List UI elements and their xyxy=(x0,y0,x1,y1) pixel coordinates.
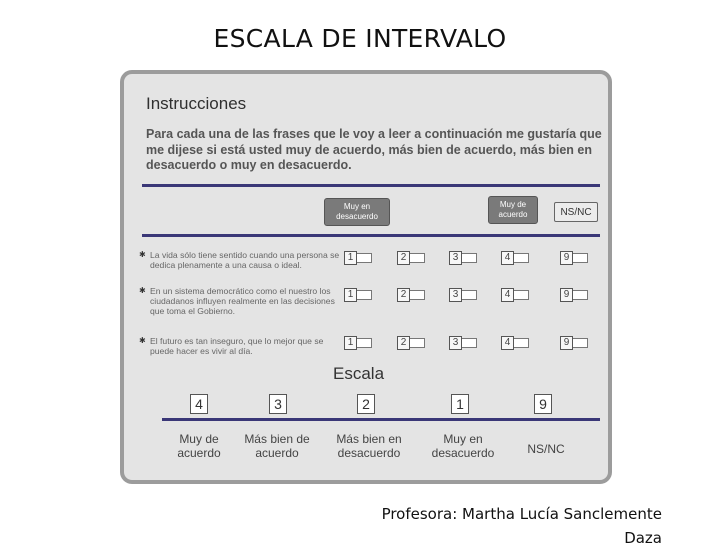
checkbox[interactable] xyxy=(410,338,425,348)
option-number: 2 xyxy=(397,288,410,302)
slide-title: ESCALA DE INTERVALO xyxy=(213,24,507,53)
option-4[interactable] xyxy=(501,288,531,302)
checkbox[interactable] xyxy=(514,338,529,348)
scale-label-muy-en-desacuerdo: Muy en desacuerdo xyxy=(431,432,495,460)
statement-1 xyxy=(139,250,340,270)
divider xyxy=(142,234,600,237)
option-4[interactable] xyxy=(501,251,531,265)
statement-text: La vida sólo tiene sentido cuando una persona se dedica plenamente a una causa o ideal. xyxy=(150,250,340,270)
checkbox[interactable] xyxy=(462,338,477,348)
option-9[interactable] xyxy=(560,288,590,302)
checkbox[interactable] xyxy=(410,253,425,263)
checkbox[interactable] xyxy=(514,290,529,300)
option-9[interactable] xyxy=(560,251,590,265)
option-3[interactable] xyxy=(449,336,479,350)
option-2[interactable] xyxy=(397,288,427,302)
option-number: 1 xyxy=(344,251,357,265)
option-4[interactable] xyxy=(501,336,531,350)
option-number: 1 xyxy=(344,288,357,302)
option-number: 1 xyxy=(344,336,357,350)
checkbox[interactable] xyxy=(573,338,588,348)
scale-value-3: 3 xyxy=(269,394,287,414)
checkbox[interactable] xyxy=(514,253,529,263)
option-number: 9 xyxy=(560,251,573,265)
bullet-icon: ✱ xyxy=(139,250,146,259)
instructions-heading: Instrucciones xyxy=(146,94,247,113)
statement-3 xyxy=(139,336,340,356)
scale-label-mas-bien-de-acuerdo: Más bien de acuerdo xyxy=(244,432,310,460)
option-number: 9 xyxy=(560,288,573,302)
scale-value-2: 2 xyxy=(357,394,375,414)
bullet-icon: ✱ xyxy=(139,286,146,295)
scale-divider xyxy=(162,418,600,421)
footer-credit: Profesora: Martha Lucía Sanclemente Daza xyxy=(381,505,662,547)
option-number: 4 xyxy=(501,251,514,265)
instructions-text: Para cada una de las frases que le voy a leer a continuación me gustaría que me dijese si está usted muy de acuerdo, más bien de acuerdo, más bien en desacuerdo o muy en desacuerdo. xyxy=(146,127,602,172)
scale-value-9: 9 xyxy=(534,394,552,414)
scale-title: Escala xyxy=(333,364,385,383)
option-number: 2 xyxy=(397,251,410,265)
checkbox[interactable] xyxy=(357,290,372,300)
bullet-icon: ✱ xyxy=(139,336,146,345)
questionnaire-card xyxy=(120,70,612,484)
scale-value-4: 4 xyxy=(190,394,208,414)
statement-text: El futuro es tan inseguro, que lo mejor que se puede hacer es vivir al día. xyxy=(150,336,324,356)
scale-label-nsnc: NS/NC xyxy=(527,442,565,456)
option-3[interactable] xyxy=(449,288,479,302)
option-number: 3 xyxy=(449,288,462,302)
checkbox[interactable] xyxy=(357,338,372,348)
option-9[interactable] xyxy=(560,336,590,350)
scale-label-muy-de-acuerdo: Muy de acuerdo xyxy=(177,432,221,460)
checkbox[interactable] xyxy=(410,290,425,300)
option-1[interactable] xyxy=(344,288,374,302)
divider xyxy=(142,184,600,187)
checkbox[interactable] xyxy=(573,253,588,263)
statement-text: En un sistema democrático como el nuestro los ciudadanos influyen realmente en las decisiones que toma el Gobierno. xyxy=(150,286,335,316)
option-2[interactable] xyxy=(397,251,427,265)
option-number: 3 xyxy=(449,336,462,350)
scale-value-1: 1 xyxy=(451,394,469,414)
checkbox[interactable] xyxy=(573,290,588,300)
option-number: 9 xyxy=(560,336,573,350)
header-nsnc: NS/NC xyxy=(554,202,598,222)
option-number: 2 xyxy=(397,336,410,350)
statement-2 xyxy=(139,286,340,316)
header-muy-de-acuerdo: Muy de acuerdo xyxy=(488,196,538,224)
option-number: 4 xyxy=(501,288,514,302)
option-1[interactable] xyxy=(344,251,374,265)
option-number: 3 xyxy=(449,251,462,265)
checkbox[interactable] xyxy=(462,290,477,300)
option-1[interactable] xyxy=(344,336,374,350)
option-number: 4 xyxy=(501,336,514,350)
option-2[interactable] xyxy=(397,336,427,350)
header-muy-en-desacuerdo: Muy en desacuerdo xyxy=(324,198,390,226)
checkbox[interactable] xyxy=(462,253,477,263)
checkbox[interactable] xyxy=(357,253,372,263)
option-3[interactable] xyxy=(449,251,479,265)
scale-label-mas-bien-en-desacuerdo: Más bien en desacuerdo xyxy=(336,432,402,460)
